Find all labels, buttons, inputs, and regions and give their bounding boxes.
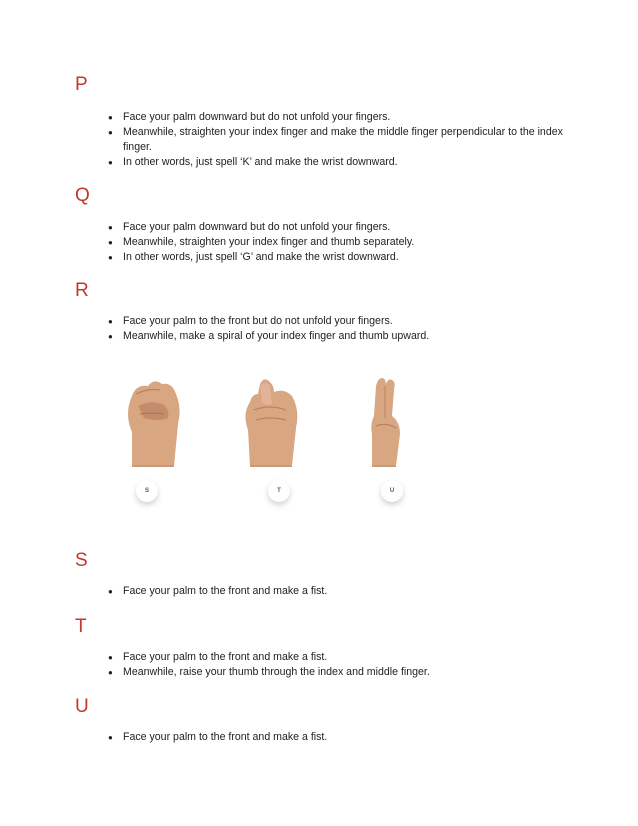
section-list-t [108,650,568,680]
section-list-q [108,220,568,265]
list-item: ● Face your palm to the front and make a fist. [108,650,568,665]
section-list-s [108,584,568,599]
section-heading-p: P [75,74,88,95]
section-heading-u: U [75,696,89,717]
label-badge-s: S [136,480,158,502]
list-item: ● In other words, just spell ‘G’ and make the wrist downward. [108,250,568,265]
section-list-u [108,730,568,745]
hand-t-image [236,374,306,469]
section-heading-q: Q [75,185,90,206]
label-badge-u: U [381,480,403,502]
list-item: ● Face your palm to the front but do not unfold your fingers. [108,314,568,329]
list-item: ● Face your palm downward but do not unfold your fingers. [108,110,568,125]
list-item: ● In other words, just spell ‘K’ and make the wrist downward. [108,155,568,170]
hand-u-image [360,374,410,469]
list-item: ● Face your palm to the front and make a fist. [108,730,568,745]
list-item: ● Face your palm to the front and make a fist. [108,584,568,599]
list-item: ● Meanwhile, raise your thumb through the index and middle finger. [108,665,568,680]
list-item: ● Meanwhile, straighten your index finger and thumb separately. [108,235,568,250]
label-badge-t: T [268,480,290,502]
section-heading-s: S [75,550,88,571]
section-heading-t: T [75,616,87,637]
section-heading-r: R [75,280,89,301]
list-item: ● Meanwhile, make a spiral of your index finger and thumb upward. [108,329,568,344]
list-item: ● Meanwhile, straighten your index finger and make the middle finger perpendicular to the index finger. [108,125,568,155]
section-list-r [108,314,568,344]
list-item: ● Face your palm downward but do not unfold your fingers. [108,220,568,235]
section-list-p [108,110,568,170]
hand-s-image [118,374,188,469]
hand-sign-figure [110,374,430,524]
